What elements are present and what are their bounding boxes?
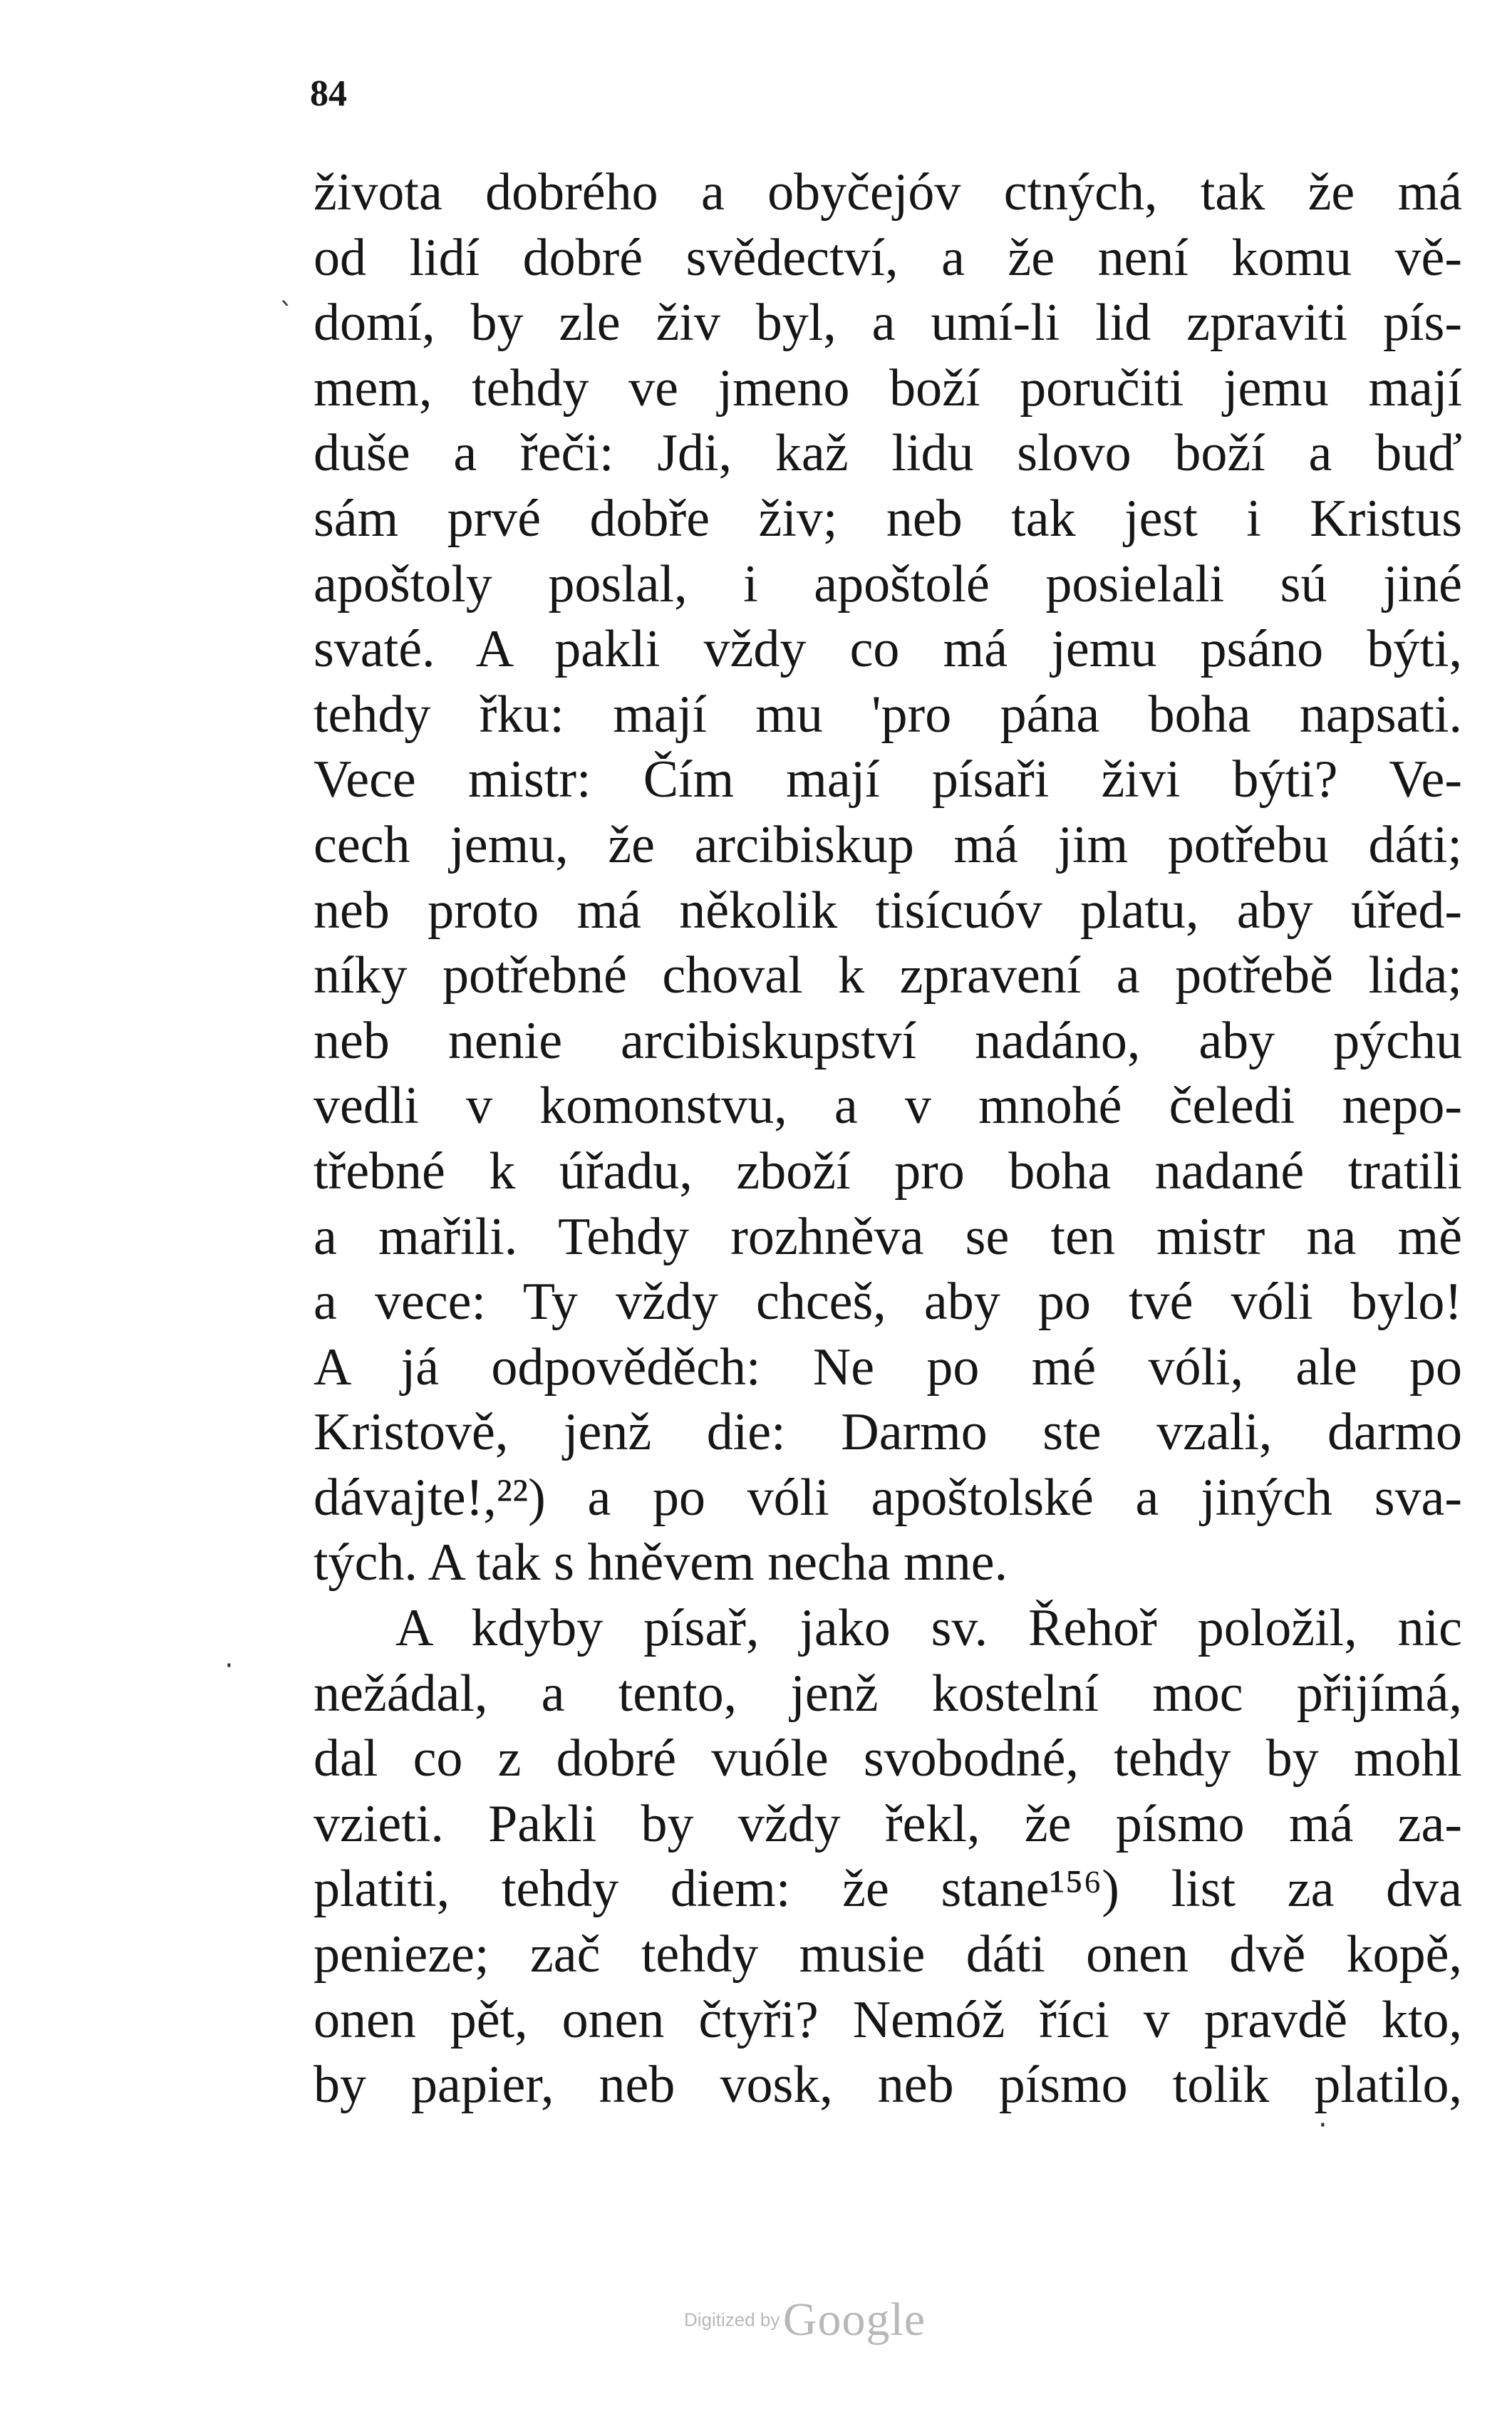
- scan-speck: `: [279, 298, 294, 331]
- text-line: dal co z dobré vuóle svobodné, tehdy by mohl: [314, 1729, 1462, 1788]
- text-line: penieze; zač tehdy musie dáti onen dvě kopě,: [314, 1925, 1462, 1984]
- text-line: života dobrého a obyčejóv ctných, tak že má: [314, 163, 1462, 222]
- text-line: A kdyby písař, jako sv. Řehoř položil, nic: [395, 1599, 1462, 1658]
- text-line: A já odpověděch: Ne po mé vóli, ale po: [314, 1337, 1462, 1397]
- text-line: apoštoly poslal, i apoštolé posielali sú jiné: [314, 554, 1462, 613]
- google-watermark: [684, 2293, 926, 2347]
- text-line: cech jemu, že arcibiskup má jim potřebu dáti;: [314, 815, 1462, 874]
- body-text: [314, 160, 1462, 2118]
- text-line: a vece: Ty vždy chceš, aby po tvé vóli bylo!: [314, 1273, 1462, 1332]
- text-line: vzieti. Pakli by vždy řekl, že písmo má za-: [314, 1794, 1462, 1853]
- text-line: tých. A tak s hněvem necha mne.: [314, 1533, 1008, 1592]
- page-number: 84: [310, 73, 347, 114]
- scan-speck: ·: [1318, 2109, 1327, 2142]
- watermark-prefix: Digitized by: [684, 2309, 780, 2331]
- text-line: mem, tehdy ve jmeno boží poručiti jemu mají: [314, 358, 1462, 418]
- text-line: platiti, tehdy diem: že stane¹⁵⁶) list za dva: [314, 1860, 1462, 1919]
- text-line: od lidí dobré svědectví, a že není komu vě-: [314, 228, 1462, 287]
- scan-speck: ·: [224, 1649, 234, 1682]
- text-line: neb proto má několik tisícuóv platu, aby úřed-: [314, 881, 1462, 940]
- text-line: svaté. A pakli vždy co má jemu psáno býti,: [314, 620, 1462, 679]
- text-line: nežádal, a tento, jenž kostelní moc přijímá,: [314, 1664, 1462, 1723]
- text-line: neb nenie arcibiskupství nadáno, aby pýchu: [314, 1011, 1462, 1070]
- google-logo: Google: [782, 2294, 926, 2346]
- text-line: třebné k úřadu, zboží pro boha nadané tratili: [314, 1141, 1462, 1201]
- text-line: Kristově, jenž die: Darmo ste vzali, darmo: [314, 1403, 1462, 1462]
- text-line: Vece mistr: Čím mají písaři živi býti? Ve-: [314, 750, 1462, 809]
- text-line: dávajte!,²²) a po vóli apoštolské a jiných sva-: [314, 1468, 1462, 1527]
- text-line: by papier, neb vosk, neb písmo tolik platilo,: [314, 2056, 1462, 2115]
- text-line: domí, by zle živ byl, a umí-li lid zpraviti pís-: [314, 294, 1462, 353]
- text-line: duše a řeči: Jdi, kaž lidu slovo boží a buď: [314, 424, 1462, 483]
- text-line: onen pět, onen čtyři? Nemóž říci v pravdě kto,: [314, 1990, 1462, 2049]
- text-line: níky potřebné choval k zpravení a potřebě lida;: [314, 946, 1462, 1005]
- text-line: vedli v komonstvu, a v mnohé čeledi nepo-: [314, 1077, 1462, 1136]
- text-line: a mařili. Tehdy rozhněva se ten mistr na mě: [314, 1207, 1462, 1266]
- text-line: tehdy řku: mají mu 'pro pána boha napsati.: [314, 685, 1462, 744]
- text-line: sám prvé dobře živ; neb tak jest i Kristus: [314, 489, 1462, 548]
